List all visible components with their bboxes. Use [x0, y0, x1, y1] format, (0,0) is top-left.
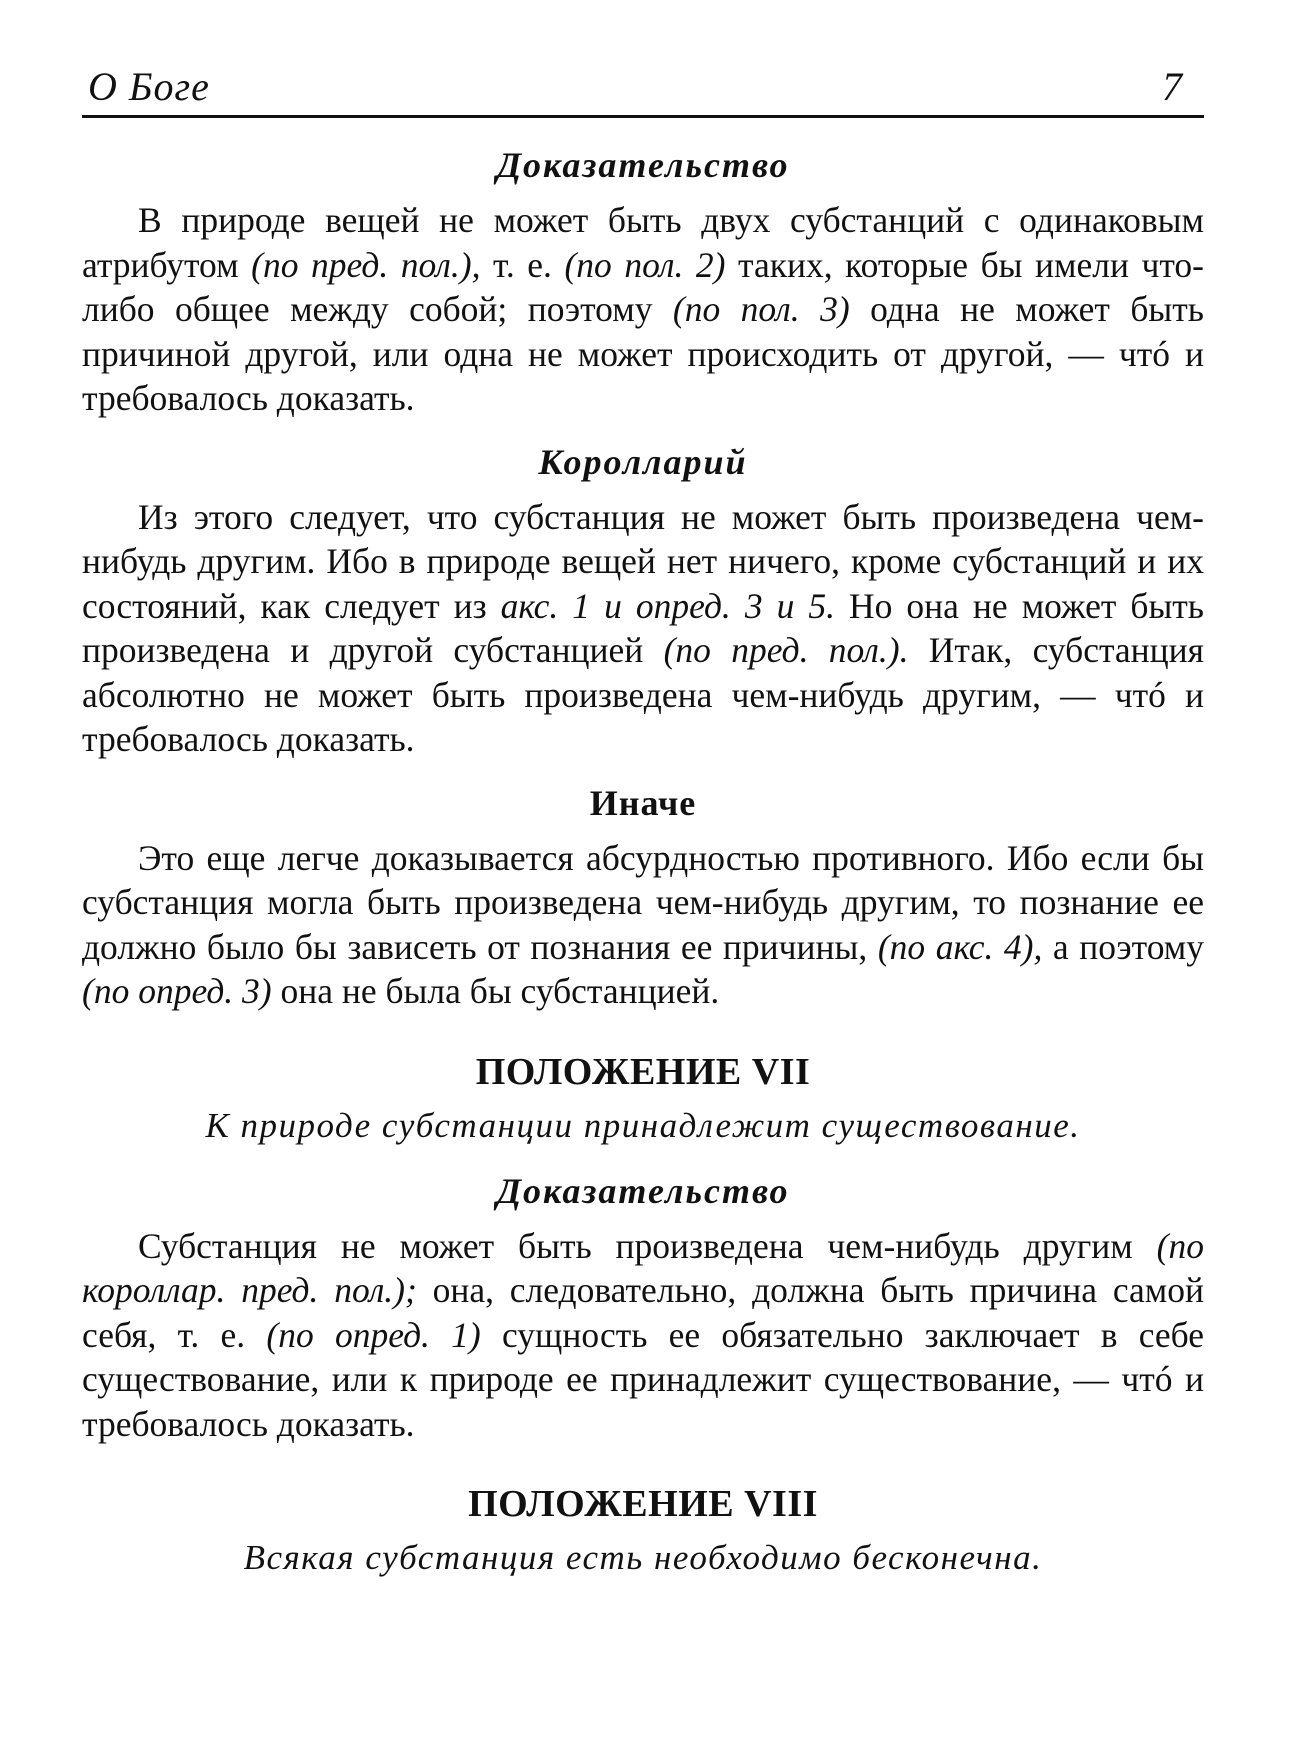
proof-heading: Доказательство	[496, 145, 790, 185]
citation-ref: (по пред. пол.).	[663, 630, 909, 670]
citation-ref: (по пред. пол.),	[251, 244, 481, 285]
proof-paragraph: Субстанция не может быть произведена чем-нибудь другим (по короллар. пред. пол.); она, следовательно, должна быть причина самой себя, т. е. (по опред. 1) сущность ее обязательно заключает в себе существование, или к природе ее принадлежит существование, — чтó и требовалось доказать.	[82, 1225, 1204, 1444]
page-number: 7	[1162, 64, 1182, 109]
proposition-7-statement: К природе субстанции принадлежит существование.	[205, 1105, 1081, 1145]
running-head	[82, 55, 1204, 118]
citation-ref: (по акс. 4),	[877, 926, 1043, 967]
otherwise-heading: Иначе	[589, 782, 697, 823]
proposition-8-title: ПОЛОЖЕНИЕ VIII	[468, 1483, 818, 1525]
otherwise-paragraph: Это еще легче доказывается абсурдностью противного. Ибо если бы субстанция могла быть произведена чем-нибудь другим, то познание ее должно было бы зависеть от познания ее причины, (по акс. 4), а поэтому (по опред. 3) она не была бы субстанцией.	[82, 837, 1204, 1011]
citation-ref: акс. 1 и опред. 3 и 5.	[500, 585, 835, 626]
citation-ref: (по опред. 1)	[266, 1314, 481, 1355]
citation-ref: (по пол. 3)	[672, 289, 850, 329]
citation-ref: (по опред. 3)	[82, 971, 272, 1011]
book-page	[82, 55, 1204, 1582]
citation-ref: (по короллар. пред. пол.);	[82, 1225, 1204, 1310]
proposition-7-title: ПОЛОЖЕНИЕ VII	[475, 1050, 811, 1093]
citation-ref: (по пол. 2)	[564, 244, 726, 285]
proposition-8-statement: Всякая субстанция есть необходимо бесконечна.	[243, 1538, 1043, 1577]
corollary-paragraph: Из этого следует, что субстанция не может быть произведена чем-нибудь другим. Ибо в природе вещей нет ничего, кроме субстанций и их состояний, как следует из акс. 1 и опред. 3 и 5. Но она не может быть произведена и другой субстанцией (по пред. пол.). Итак, субстанция абсолютно не может быть произведена чем-нибудь другим, — чтó и требовалось доказать.	[82, 496, 1204, 759]
proof-heading: Доказательство	[496, 1170, 790, 1211]
running-head-title: О Боге	[88, 64, 210, 109]
proof-paragraph: В природе вещей не может быть двух субстанций с одинаковым атрибутом (по пред. пол.), т. е. (по пол. 2) таких, которые бы имели что-либо общее между собой; поэтому (по пол. 3) одна не может быть причиной другой, или одна не может происходить от другой, — чтó и требовалось доказать.	[82, 200, 1204, 418]
corollary-heading: Королларий	[538, 441, 748, 482]
